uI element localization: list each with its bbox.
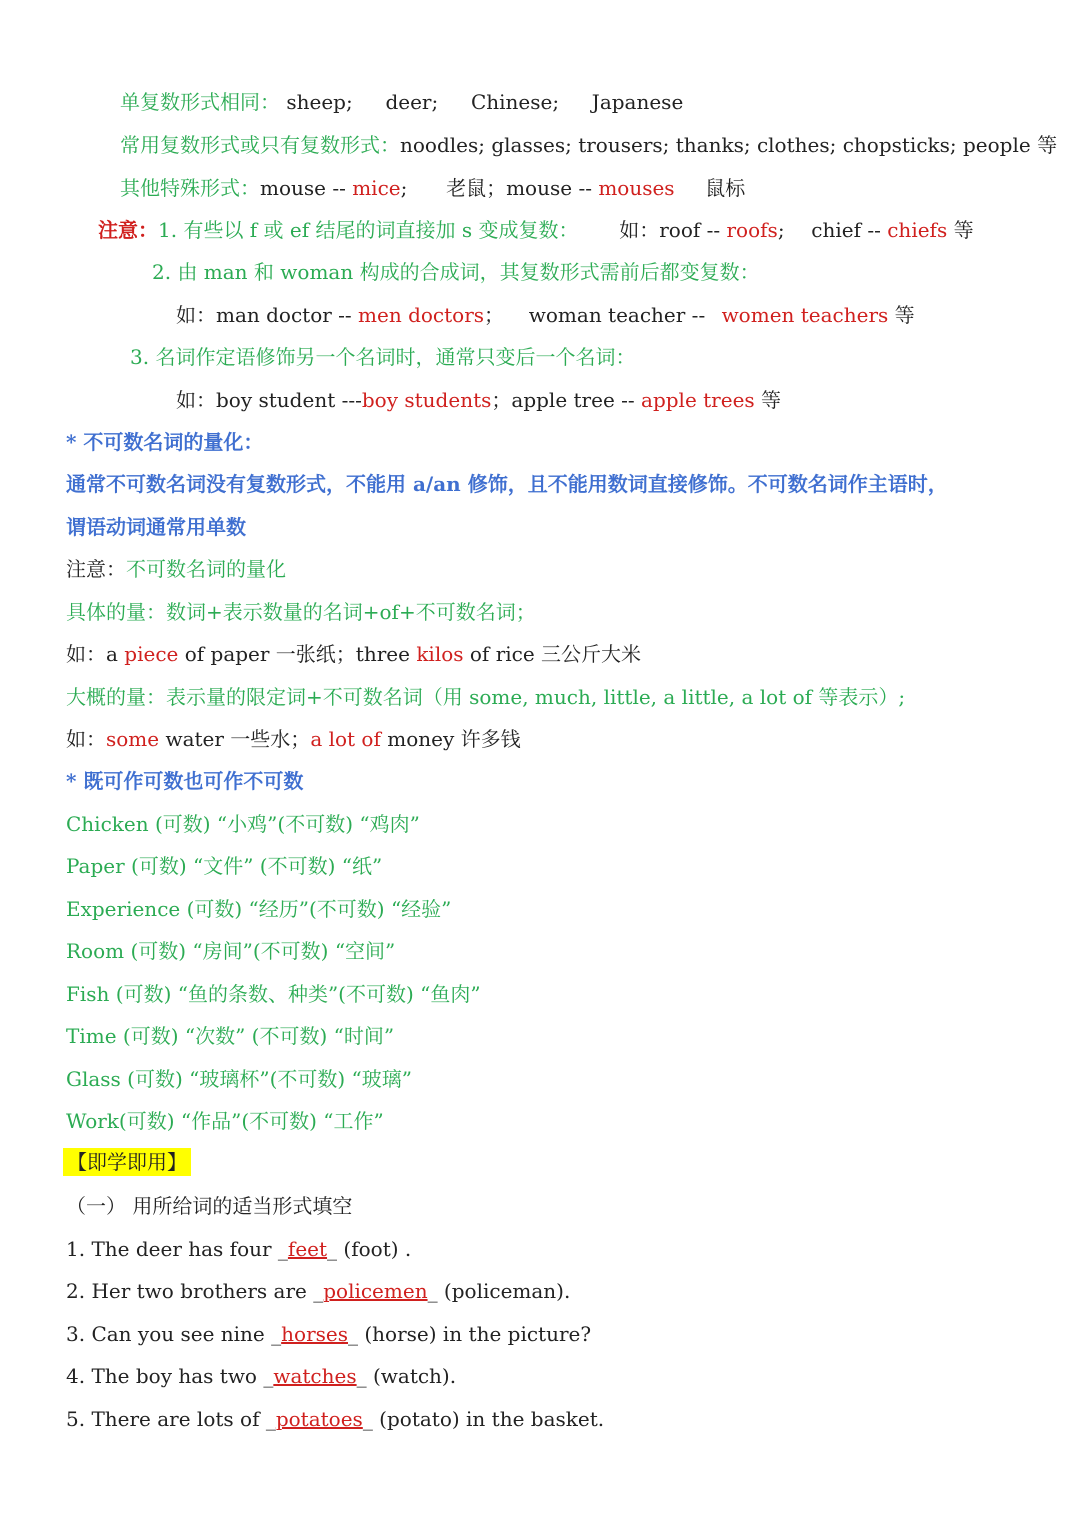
red-text: men doctors — [358, 303, 485, 327]
question — [66, 1405, 604, 1433]
text: water 一些水； — [159, 727, 311, 751]
text: 等 — [754, 388, 782, 412]
text: 表示量的限定词+不可数名词（用 some, much, little, a little, a lot of 等表示）; — [166, 685, 906, 709]
text: _ (potato) in the basket. — [362, 1407, 605, 1431]
both-item: Time (可数) “次数” (不可数) “时间” — [66, 1024, 395, 1048]
question — [66, 1362, 456, 1390]
label: 常用复数形式或只有复数形式： — [120, 133, 400, 157]
note-2-example — [176, 301, 915, 329]
text: boy student --- — [216, 388, 362, 412]
text: 3. Can you see nine _ — [66, 1322, 282, 1346]
both-item: Paper (可数) “文件” (不可数) “纸” — [66, 854, 383, 878]
red-text: some — [106, 727, 160, 751]
text: man doctor -- — [216, 303, 359, 327]
text: roof -- — [659, 218, 727, 242]
note-3-example — [176, 386, 781, 414]
practice-section-title: （一） 用所给词的适当形式填空 — [66, 1194, 353, 1218]
answer: policemen — [323, 1279, 428, 1303]
approx-quantity — [66, 683, 905, 711]
specific-example — [66, 640, 641, 668]
text: mouse -- — [260, 176, 353, 200]
both-item: Work(可数) “作品”(不可数) “工作” — [66, 1109, 384, 1133]
special-forms-line — [120, 174, 745, 202]
red-text: a lot of — [310, 727, 381, 751]
text: _ (foot) . — [327, 1237, 412, 1261]
answer: potatoes — [275, 1407, 363, 1431]
red-text: apple trees — [641, 388, 755, 412]
text: mouse -- — [506, 176, 599, 200]
text: 1. 有些以 f 或 ef 结尾的词直接加 s 变成复数： — [158, 218, 579, 242]
word: sheep; — [286, 90, 353, 114]
text: 鼠标 — [705, 176, 746, 200]
note-1-line — [98, 216, 974, 244]
text: ; — [777, 218, 785, 242]
text: 如： — [66, 642, 106, 666]
highlight-label: 【即学即用】 — [63, 1148, 191, 1176]
text: _ (watch). — [356, 1364, 457, 1388]
text: ； — [491, 388, 512, 412]
text: _ (policeman). — [427, 1279, 571, 1303]
word: deer; — [385, 90, 439, 114]
red-text: mice — [352, 176, 401, 200]
uncountable-desc-line-2: 谓语动词通常用单数 — [66, 515, 246, 539]
both-item: Glass (可数) “玻璃杯”(不可数) “玻璃” — [66, 1067, 413, 1091]
label: 具体的量： — [66, 600, 166, 624]
text: apple tree -- — [511, 388, 642, 412]
uncountable-desc-line-1: 通常不可数名词没有复数形式，不能用 a/an 修饰，且不能用数词直接修饰。不可数名词作主语时， — [66, 472, 948, 496]
question — [66, 1320, 591, 1348]
text: 5. There are lots of _ — [66, 1407, 276, 1431]
text: of rice 三公斤大米 — [463, 642, 642, 666]
both-item: Experience (可数) “经历”(不可数) “经验” — [66, 897, 452, 921]
text: 等 — [947, 218, 974, 242]
question — [66, 1277, 570, 1305]
text: 如： — [176, 303, 216, 327]
text: of paper 一张纸；three — [178, 642, 417, 666]
text: 数词+表示数量的名词+of+不可数名词； — [166, 600, 536, 624]
word: Chinese; — [470, 90, 560, 114]
text: noodles; glasses; trousers; thanks; clothes; chopsticks; people 等 — [400, 133, 1058, 157]
text: 如： — [66, 727, 106, 751]
note-mark: 注意： — [98, 218, 158, 242]
text: 4. The boy has two _ — [66, 1364, 274, 1388]
text: _ (horse) in the picture? — [348, 1322, 592, 1346]
plural-only-line — [120, 131, 1057, 159]
red-text: kilos — [416, 642, 464, 666]
answer: feet — [287, 1237, 328, 1261]
singular-plural-same-line — [120, 88, 683, 116]
text: 等 — [888, 303, 915, 327]
red-text: boy students — [361, 388, 492, 412]
text: ； — [484, 303, 505, 327]
answer: horses — [281, 1322, 348, 1346]
both-heading: * 既可作可数也可作不可数 — [66, 769, 304, 793]
note-3-line: 3. 名词作定语修饰另一个名词时，通常只变后一个名词： — [130, 345, 636, 369]
red-text: women teachers — [721, 303, 889, 327]
text: money 许多钱 — [380, 727, 521, 751]
red-text: piece — [124, 642, 179, 666]
text: a — [106, 642, 125, 666]
specific-quantity — [66, 598, 536, 626]
word: Japanese — [591, 90, 684, 114]
red-text: roofs — [726, 218, 778, 242]
both-item: Chicken (可数) “小鸡”(不可数) “鸡肉” — [66, 812, 420, 836]
text: 2. Her two brothers are _ — [66, 1279, 324, 1303]
label: 其他特殊形式： — [120, 176, 260, 200]
text: 1. The deer has four _ — [66, 1237, 288, 1261]
uncountable-heading: * 不可数名词的量化： — [66, 430, 264, 454]
text: 不可数名词的量化 — [126, 557, 286, 581]
both-item: Room (可数) “房间”(不可数) “空间” — [66, 939, 396, 963]
red-text: mouses — [598, 176, 675, 200]
text: chief -- — [811, 218, 888, 242]
text: 如： — [619, 218, 660, 242]
red-text: chiefs — [887, 218, 948, 242]
text: 老鼠； — [446, 176, 507, 200]
text: 如： — [176, 388, 216, 412]
practice-tag — [63, 1148, 191, 1176]
uncountable-note — [66, 555, 286, 583]
text: ; — [400, 176, 408, 200]
answer: watches — [273, 1364, 357, 1388]
label: 单复数形式相同： — [120, 90, 280, 114]
approx-example — [66, 725, 521, 753]
label: 大概的量： — [66, 685, 166, 709]
note-2-line: 2. 由 man 和 woman 构成的合成词，其复数形式需前后都变复数： — [152, 260, 760, 284]
both-item: Fish (可数) “鱼的条数、种类”(不可数) “鱼肉” — [66, 982, 481, 1006]
question — [66, 1235, 411, 1263]
text: 注意： — [66, 557, 126, 581]
text: woman teacher -- — [528, 303, 712, 327]
